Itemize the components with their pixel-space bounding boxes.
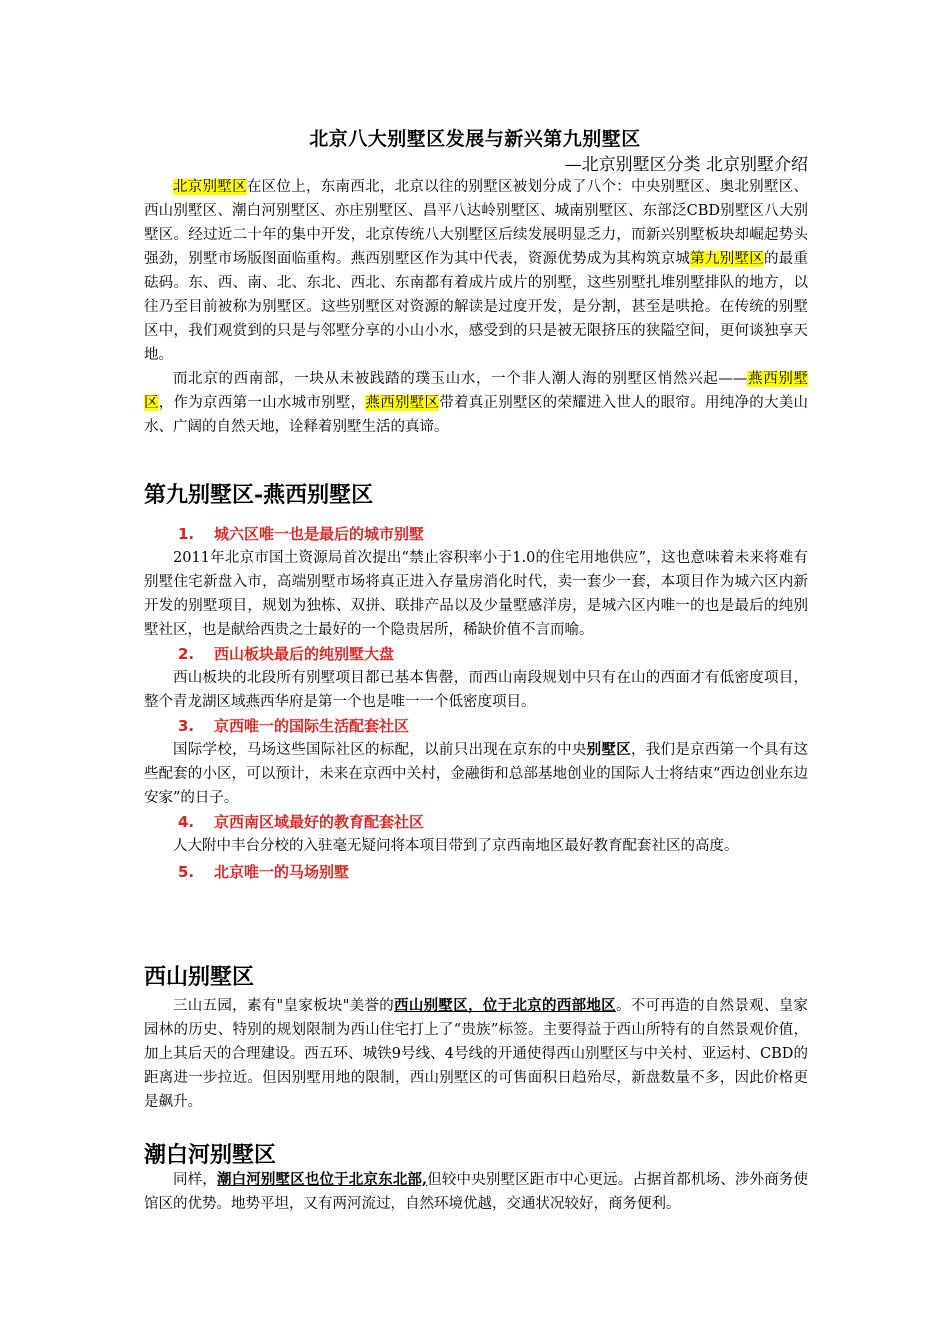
section-1-body	[144, 522, 808, 884]
item-title: 城六区唯一也是最后的城市别墅	[214, 525, 425, 543]
paragraph-text: 在区位上，东南西北，北京以往的别墅区被划分成了八个：中央别墅区、奥北别墅区、西山别墅区、潮白河别墅区、亦庄别墅区、昌平八达岭别墅区、城南别墅区、东部泛CBD别墅区八大别墅区。经过近二十年的集中开发，北京传统八大别墅区后续发展明显乏力，而新兴别墅板块却崛起势头强劲，别墅市场版图面临重构。燕西别墅区作为其中代表，资源优势成为其构筑京城	[144, 179, 809, 267]
numbered-item-3	[144, 714, 808, 738]
highlight-text: 第九别墅区	[690, 251, 764, 267]
item-number: 2.	[178, 645, 195, 663]
item-number: 4.	[178, 813, 195, 831]
item-number: 1.	[178, 525, 195, 543]
item-number: 5.	[178, 863, 195, 881]
item-3-paragraph	[144, 738, 808, 810]
paragraph-text: 的最重砝码。东、西、南、北、东北、西北、东南都有着成片成片的别墅，这些别墅扎堆别墅排队的地方，以往乃至目前被称为别墅区。这些别墅区对资源的解读是过度开发，是分割，甚至是哄抢。在传统的别墅区中，我们观赏到的只是与邻墅分享的小山小水，感受到的只是被无限挤压的狭隘空间，更何谈独享天地。	[144, 251, 809, 363]
item-title: 北京唯一的马场别墅	[214, 863, 350, 881]
paragraph-text: 带着真正别墅区的荣耀进入世人的眼帘。用纯净的大美山水、广阔的自然天地，诠释着别墅生活的真谛。	[144, 395, 809, 435]
highlight-text: 燕西别墅区	[365, 395, 440, 411]
highlight-text: 北京别墅区	[173, 179, 247, 195]
item-2-paragraph: 西山板块的北段所有别墅项目都已基本售罄，而西山南段规划中只有在山的西面才有低密度项目，整个青龙湖区域燕西华府是第一个也是唯一一个低密度项目。	[144, 670, 808, 710]
section-3	[144, 1138, 808, 1169]
document-subtitle: —北京别墅区分类 北京别墅介绍	[564, 155, 808, 175]
item-title: 西山板块最后的纯别墅大盘	[214, 645, 395, 663]
paragraph-text: 同样，	[173, 1172, 217, 1188]
section-1	[144, 478, 808, 509]
paragraph-text: 国际学校，马场这些国际社区的标配，以前只出现在京东的中央	[173, 742, 587, 758]
document-title: 北京八大别墅区发展与新兴第九别墅区	[309, 128, 641, 150]
paragraph-text: ，我们是京西第一个具有这些配套的小区，可以预计，未来在京西中关村，金融街和总部基地创业的国际人士将结束“西边创业东边安家”的日子。	[144, 742, 809, 806]
paragraph-text: 但较中央别墅区距市中心更远。占据首都机场、涉外商务使馆区的优势。地势平坦，又有两河流过，自然环境优越，交通状况较好，商务便利。	[144, 1172, 809, 1212]
section-2	[144, 960, 808, 991]
intro-block	[144, 175, 808, 439]
numbered-item-2	[144, 642, 808, 666]
item-1-paragraph: 2011年北京市国土资源局首次提出“禁止容积率小于1.0的住宅用地供应”，这也意味着未来将难有别墅住宅新盘入市，高端别墅市场将真正进入存量房消化时代，卖一套少一套，本项目作为城六区内新开发的别墅项目，规划为独栋、双拼、联排产品以及少量墅感洋房，是城六区内唯一的也是最后的纯别墅社区，也是献给西贵之士最好的一个隐贵居所，稀缺价值不言而喻。	[144, 550, 808, 638]
item-4-paragraph: 人大附中丰台分校的入驻毫无疑问将本项目带到了京西南地区最好教育配套社区的高度。	[173, 838, 739, 854]
section-heading: 西山别墅区	[144, 964, 255, 990]
paragraph-text: 而北京的西南部，一块从未被践踏的璞玉山水，一个非人潮人海的别墅区悄然兴起——	[173, 371, 748, 387]
section-3-body	[144, 1168, 808, 1216]
numbered-item-4	[144, 810, 808, 834]
paragraph-text: 三山五园，素有"皇家板块"美誉的	[173, 998, 395, 1014]
bold-underlined-text: 西山别墅区，位于北京的西部地区	[394, 997, 616, 1014]
bold-text: 别墅区	[586, 741, 631, 758]
paragraph-text: ，作为京西第一山水城市别墅，	[158, 395, 366, 411]
item-title: 京西唯一的国际生活配套社区	[214, 717, 410, 735]
highlight-text: 燕西别墅区	[144, 371, 809, 411]
section-3-paragraph	[144, 1168, 808, 1216]
bold-underlined-text: 潮白河别墅区也位于北京东北部,	[216, 1171, 428, 1188]
section-heading: 第九别墅区-燕西别墅区	[144, 482, 374, 508]
section-2-paragraph	[144, 994, 808, 1114]
item-title: 京西南区域最好的教育配套社区	[214, 813, 425, 831]
numbered-item-1	[144, 522, 808, 546]
intro-paragraph-2	[144, 367, 808, 439]
section-2-body	[144, 994, 808, 1114]
intro-paragraph-1	[144, 175, 808, 367]
section-heading: 潮白河别墅区	[144, 1142, 277, 1168]
numbered-item-5	[144, 860, 808, 884]
item-number: 3.	[178, 717, 195, 735]
paragraph-text: 。不可再造的自然景观、皇家园林的历史、特别的规划限制为西山住宅打上了“贵族”标签。主要得益于西山所特有的自然景观价值，加上其后天的合理建设。西五环、城铁9号线、4号线的开通使得西山别墅区与中关村、亚运村、CBD的距离进一步拉近。但因别墅用地的限制，西山别墅区的可售面积日趋殆尽，新盘数量不多，因此价格更是飙升。	[144, 998, 808, 1110]
